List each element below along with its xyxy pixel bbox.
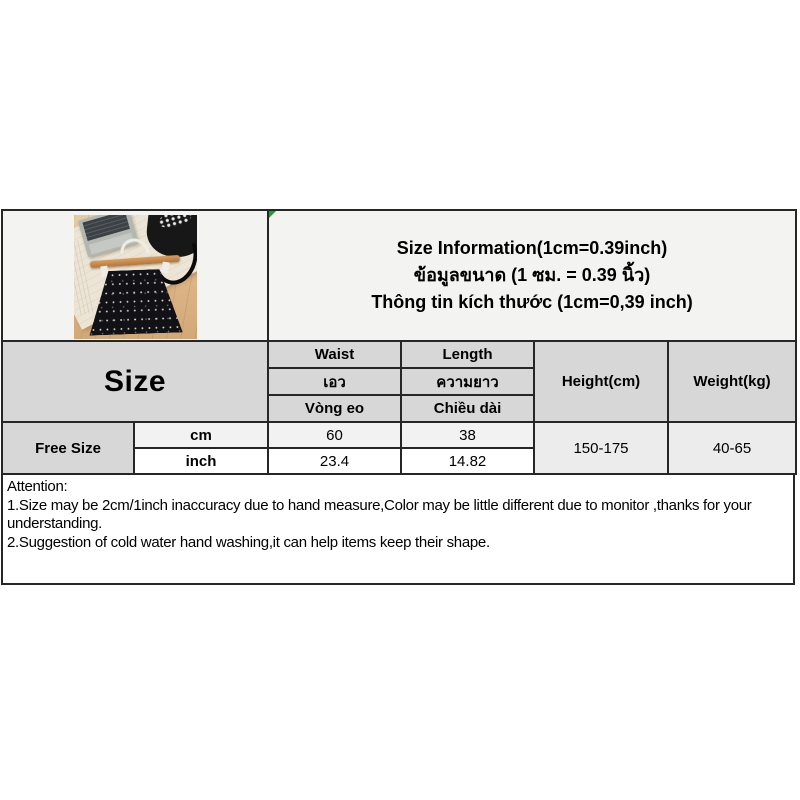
length-header-en: Length bbox=[401, 341, 534, 368]
length-cm-value: 38 bbox=[401, 422, 534, 448]
product-photo bbox=[74, 215, 197, 339]
waist-inch-value: 23.4 bbox=[268, 448, 401, 474]
product-photo-cell bbox=[2, 210, 268, 341]
size-table bbox=[1, 209, 797, 475]
banner-line-vi: Thông tin kích thước (1cm=0,39 inch) bbox=[371, 292, 693, 312]
attention-title: Attention: bbox=[7, 478, 68, 495]
unit-cm-label: cm bbox=[134, 422, 268, 448]
attention-note-1: 1.Size may be 2cm/1inch inaccuracy due to hand measure,Color may be little different due to monitor ,thanks for your understanding. bbox=[7, 496, 752, 532]
waist-header-th: เอว bbox=[268, 368, 401, 395]
length-header-th: ความยาว bbox=[401, 368, 534, 395]
unit-inch-label: inch bbox=[134, 448, 268, 474]
attention-note-2: 2.Suggestion of cold water hand washing,it can help items keep their shape. bbox=[7, 533, 490, 551]
banner-line-th: ข้อมูลขนาด (1 ซม. = 0.39 นิ้ว) bbox=[413, 265, 651, 285]
size-corner-header: Size bbox=[2, 341, 268, 422]
size-chart-sheet bbox=[1, 209, 795, 585]
waist-header-vi: Vòng eo bbox=[268, 395, 401, 422]
waist-cm-value: 60 bbox=[268, 422, 401, 448]
size-info-banner bbox=[268, 210, 796, 341]
height-header: Height(cm) bbox=[534, 341, 668, 422]
free-size-label: Free Size bbox=[2, 422, 134, 474]
weight-range-value: 40-65 bbox=[668, 422, 796, 474]
weight-header: Weight(kg) bbox=[668, 341, 796, 422]
height-range-value: 150-175 bbox=[534, 422, 668, 474]
length-inch-value: 14.82 bbox=[401, 448, 534, 474]
waist-header-en: Waist bbox=[268, 341, 401, 368]
length-header-vi: Chiều dài bbox=[401, 395, 534, 422]
bag-dots-pattern bbox=[157, 215, 194, 231]
excel-corner-flag-icon bbox=[269, 211, 276, 218]
attention-notes bbox=[1, 475, 795, 585]
banner-line-en: Size Information(1cm=0.39inch) bbox=[396, 238, 668, 258]
